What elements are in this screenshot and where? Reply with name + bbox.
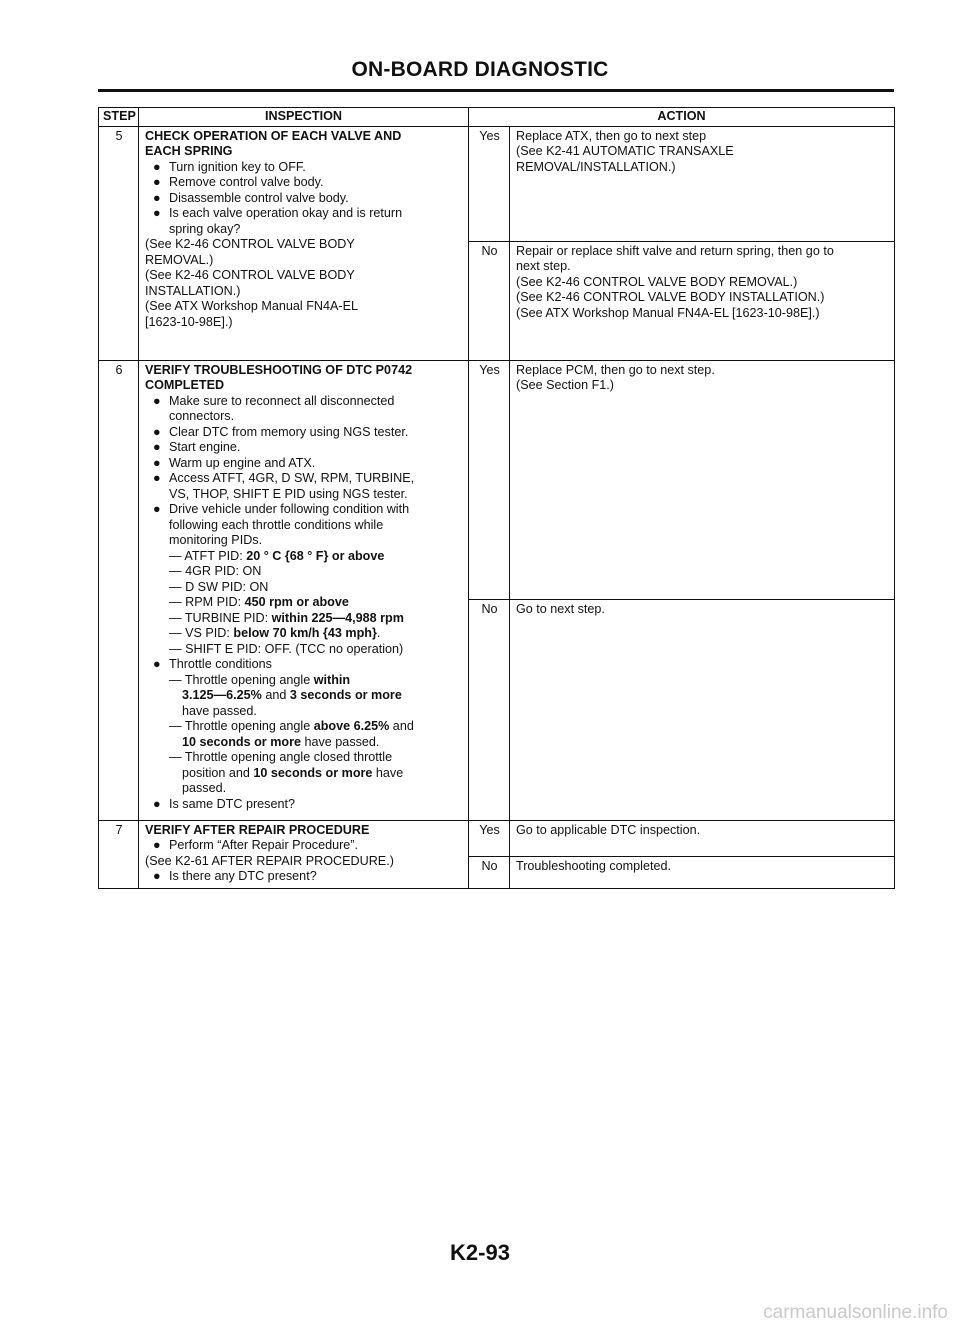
- result-no: No: [469, 856, 510, 888]
- bullet-icon: ●: [153, 190, 161, 205]
- inspection-heading: EACH SPRING: [145, 144, 233, 158]
- action-cell: Repair or replace shift valve and return spring, then go to next step. (See K2-46 CONTROL VALVE BODY REMOVAL.) (See K2-46 CONTROL VALVE BODY INSTALLATION.) (See ATX Workshop Manual FN4A-EL [1623-10-98E].): [510, 241, 895, 360]
- pid-condition: — VS PID: below 70 km/h {43 mph}.: [169, 626, 381, 640]
- reference-text: (See K2-46 CONTROL VALVE BODY: [145, 268, 355, 282]
- bullet-icon: ●: [153, 657, 161, 671]
- list-item-continued: monitoring PIDs.: [169, 533, 263, 547]
- bullet-icon: ●: [153, 796, 161, 811]
- reference-text: (See K2-61 AFTER REPAIR PROCEDURE.): [145, 853, 394, 868]
- reference-text: [1623-10-98E].): [145, 314, 233, 329]
- pid-condition: — TURBINE PID: within 225—4,988 rpm: [169, 610, 404, 625]
- list-item: ● Warm up engine and ATX.: [153, 455, 316, 470]
- reference-text: REMOVAL.): [145, 252, 214, 267]
- bullet-icon: ●: [153, 159, 161, 174]
- inspection-heading: VERIFY TROUBLESHOOTING OF DTC P0742: [145, 362, 413, 377]
- action-cell: Replace PCM, then go to next step. (See Section F1.): [510, 360, 895, 599]
- result-yes: Yes: [469, 126, 510, 241]
- list-item: ● Make sure to reconnect all disconnected: [153, 393, 395, 408]
- list-item: ● Disassemble control valve body.: [153, 190, 349, 205]
- throttle-condition: have passed.: [182, 703, 257, 718]
- inspection-heading: CHECK OPERATION OF EACH VALVE AND: [145, 128, 402, 143]
- step-header: STEP: [99, 108, 139, 127]
- reference-text: (See ATX Workshop Manual FN4A-EL: [145, 299, 359, 313]
- bullet-icon: ●: [153, 471, 161, 485]
- result-no: No: [469, 241, 510, 360]
- pid-condition: — 4GR PID: ON: [169, 564, 262, 578]
- pid-condition: — SHIFT E PID: OFF. (TCC no operation): [169, 641, 404, 656]
- page-title: ON-BOARD DIAGNOSTIC: [351, 58, 609, 81]
- action-cell: Replace ATX, then go to next step (See K2-41 AUTOMATIC TRANSAXLE REMOVAL/INSTALLATION.): [510, 126, 895, 241]
- list-item-continued: following each throttle conditions while: [169, 517, 384, 532]
- step-number: 6: [99, 360, 139, 820]
- bullet-icon: ●: [153, 206, 161, 220]
- throttle-condition: 3.125—6.25% and 3 seconds or more: [182, 688, 402, 702]
- bullet-icon: ●: [153, 869, 161, 883]
- result-no: No: [469, 599, 510, 820]
- list-item: ● Is same DTC present?: [153, 796, 295, 811]
- throttle-condition: passed.: [182, 781, 227, 795]
- list-item: ● Remove control valve body.: [153, 175, 324, 189]
- result-yes: Yes: [469, 360, 510, 599]
- inspection-cell: [139, 360, 469, 820]
- pid-condition: — D SW PID: ON: [169, 579, 269, 594]
- bullet-icon: ●: [153, 838, 161, 852]
- title-rule: [98, 89, 894, 92]
- step-number: 7: [99, 820, 139, 888]
- list-item: ● Start engine.: [153, 440, 241, 454]
- action-cell: Go to applicable DTC inspection.: [510, 820, 895, 856]
- inspection-header: INSPECTION: [139, 108, 469, 127]
- throttle-condition: — Throttle opening angle above 6.25% and: [169, 719, 414, 733]
- page-number: K2-93: [450, 1240, 510, 1265]
- table-row: [99, 820, 895, 856]
- list-item: ● Throttle conditions: [153, 657, 272, 671]
- list-item-continued: VS, THOP, SHIFT E PID using NGS tester.: [169, 486, 408, 501]
- list-item: ● Perform “After Repair Procedure”.: [153, 838, 358, 852]
- pid-condition: — RPM PID: 450 rpm or above: [169, 595, 349, 609]
- table-row: [99, 360, 895, 599]
- inspection-heading: VERIFY AFTER REPAIR PROCEDURE: [145, 822, 370, 837]
- list-item: ● Is there any DTC present?: [153, 869, 317, 883]
- list-item-continued: spring okay?: [169, 221, 241, 236]
- result-yes: Yes: [469, 820, 510, 856]
- bullet-icon: ●: [153, 502, 161, 516]
- list-item: ● Clear DTC from memory using NGS tester.: [153, 424, 409, 439]
- bullet-icon: ●: [153, 393, 161, 408]
- reference-text: (See K2-46 CONTROL VALVE BODY: [145, 237, 355, 251]
- inspection-cell: [139, 126, 469, 360]
- pid-condition: — ATFT PID: 20 ° C {68 ° F} or above: [169, 548, 385, 563]
- bullet-icon: ●: [153, 440, 161, 454]
- table-header-row: [99, 108, 895, 127]
- watermark: carmanualsonline.info: [763, 1302, 948, 1323]
- throttle-condition: — Throttle opening angle within: [169, 672, 351, 687]
- throttle-condition: — Throttle opening angle closed throttle: [169, 750, 393, 764]
- bullet-icon: ●: [153, 175, 161, 189]
- list-item: ● Turn ignition key to OFF.: [153, 159, 306, 174]
- list-item: ● Access ATFT, 4GR, D SW, RPM, TURBINE,: [153, 471, 415, 485]
- inspection-heading: COMPLETED: [145, 378, 225, 392]
- throttle-condition: position and 10 seconds or more have: [182, 765, 404, 780]
- throttle-condition: 10 seconds or more have passed.: [182, 734, 380, 749]
- action-cell: Go to next step.: [510, 599, 895, 820]
- step-number: 5: [99, 126, 139, 360]
- table-row: [99, 126, 895, 241]
- list-item: ● Drive vehicle under following condition with: [153, 502, 410, 516]
- bullet-icon: ●: [153, 424, 161, 439]
- reference-text: INSTALLATION.): [145, 283, 241, 298]
- action-cell: Troubleshooting completed.: [510, 856, 895, 888]
- list-item-continued: connectors.: [169, 409, 235, 423]
- inspection-cell: [139, 820, 469, 888]
- diagnostic-table: [98, 107, 895, 889]
- bullet-icon: ●: [153, 455, 161, 470]
- list-item: ● Is each valve operation okay and is return: [153, 206, 403, 220]
- action-header: ACTION: [469, 108, 895, 127]
